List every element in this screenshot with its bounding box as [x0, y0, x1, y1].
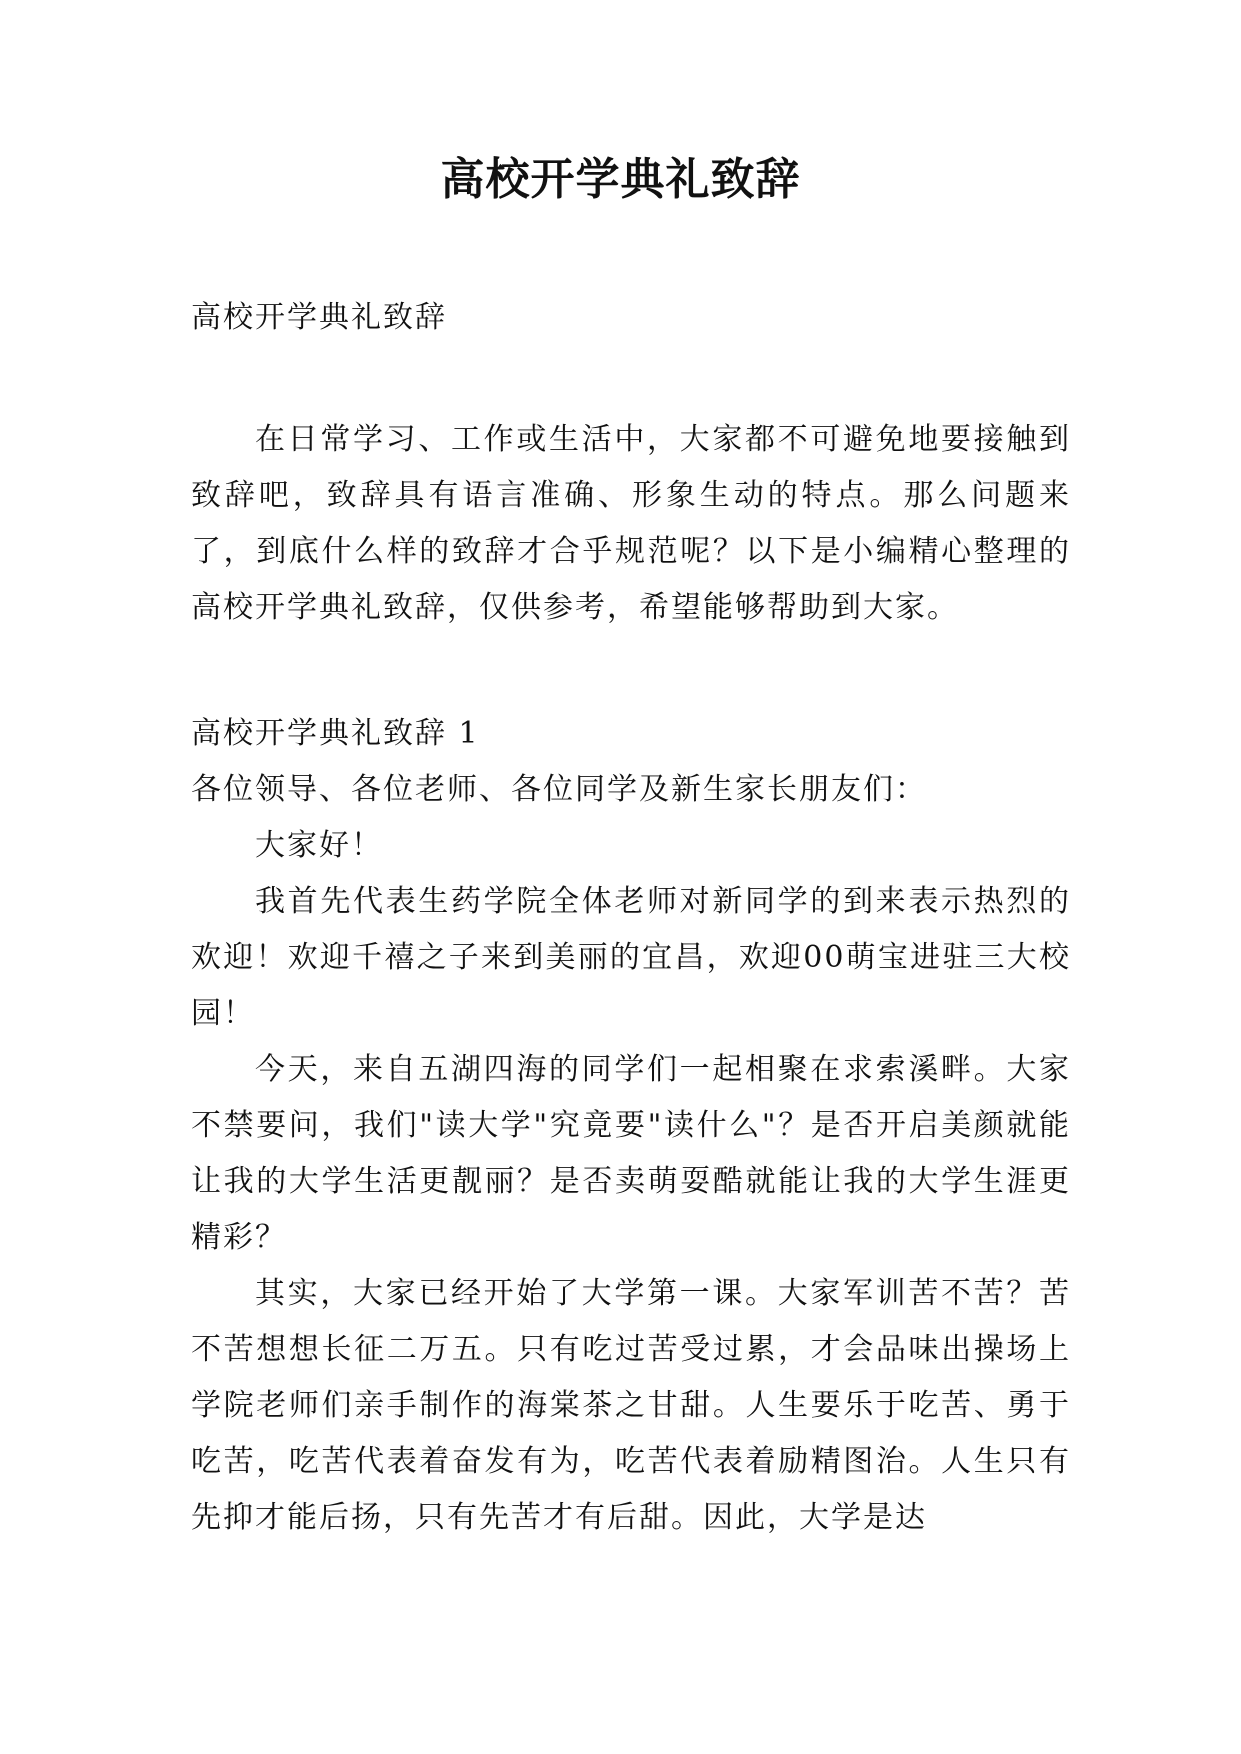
spacer — [191, 346, 1071, 412]
intro-paragraph: 在日常学习、工作或生活中，大家都不可避免地要接触到致辞吧，致辞具有语言准确、形象生动的特点。那么问题来了，到底什么样的致辞才合乎规范呢？以下是小编精心整理的高校开学典礼致辞，仅供参考，希望能够帮助到大家。 — [191, 422, 1071, 625]
document-body — [191, 290, 1071, 1546]
body-paragraph: 今天，来自五湖四海的同学们一起相聚在求索溪畔。大家不禁要问，我们"读大学"究竟要"读什么"？是否开启美颜就能让我的大学生活更靓丽？是否卖萌耍酷就能让我的大学生涯更精彩？ — [191, 1052, 1071, 1255]
spacer — [191, 636, 1071, 706]
document-title: 高校开学典礼致辞 — [440, 154, 801, 205]
body-paragraph: 其实，大家已经开始了大学第一课。大家军训苦不苦？苦不苦想想长征二万五。只有吃过苦受过累，才会品味出操场上学院老师们亲手制作的海棠茶之甘甜。人生要乐于吃苦、勇于吃苦，吃苦代表着奋发有为，吃苦代表着励精图治。人生只有先抑才能后扬，只有先苦才有后甜。因此，大学是达 — [191, 1276, 1071, 1535]
section-heading: 高校开学典礼致辞 1 — [191, 716, 480, 751]
body-paragraph: 我首先代表生药学院全体老师对新同学的到来表示热烈的欢迎！欢迎千禧之子来到美丽的宜昌，欢迎00萌宝进驻三大校园！ — [191, 884, 1071, 1031]
document-subtitle: 高校开学典礼致辞 — [191, 300, 447, 335]
greeting: 大家好！ — [255, 828, 383, 863]
salutation: 各位领导、各位老师、各位同学及新生家长朋友们： — [191, 772, 927, 807]
